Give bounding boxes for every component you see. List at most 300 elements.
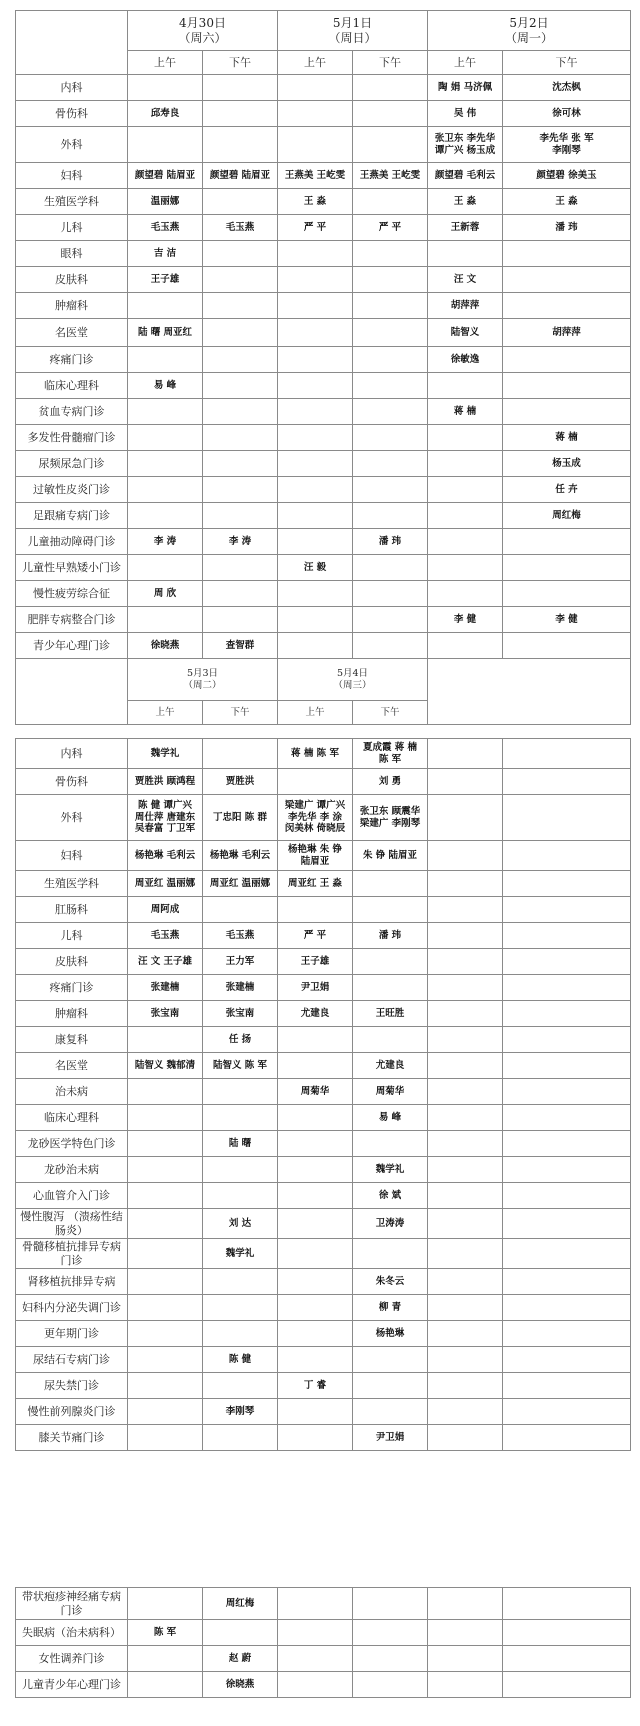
doctor-slot [353,425,428,451]
doctor-slot: 毛玉燕 [203,923,278,949]
table-row [16,923,631,949]
department-name: 儿科 [16,215,128,241]
doctor-slot [128,293,203,319]
doctor-slot: 陈 军 [128,1620,203,1646]
doctor-slot [353,75,428,101]
table-row [16,347,631,373]
doctor-slot: 吴 伟 [428,101,503,127]
doctor-slot: 陆智义 [428,319,503,347]
weekday-label: （周一） [505,30,554,45]
doctor-slot [353,241,428,267]
department-name: 心血管介入门诊 [16,1183,128,1209]
doctor-slot [278,529,353,555]
doctor-slot [353,949,428,975]
doctor-slot: 刘 勇 [353,769,428,795]
doctor-slot: 陈 健 谭广兴 周仕萍 唐建东 吴春富 丁卫军 [128,795,203,841]
doctor-slot [353,127,428,163]
doctor-slot [428,633,503,659]
doctor-slot: 李 健 [503,607,631,633]
table-row [16,529,631,555]
doctor-slot [128,1183,203,1209]
doctor-slot: 赵 蔚 [203,1646,278,1672]
doctor-slot [128,1646,203,1672]
doctor-slot [428,897,503,923]
date-header-row-2 [16,659,631,701]
department-name: 妇科 [16,841,128,871]
doctor-slot [428,373,503,399]
doctor-slot [503,841,631,871]
doctor-slot [353,1373,428,1399]
doctor-slot [428,871,503,897]
table-row [16,1269,631,1295]
half-day-label: 上午 [128,701,203,725]
doctor-slot [278,1239,353,1269]
table-row [16,101,631,127]
doctor-slot [203,555,278,581]
doctor-slot [203,1321,278,1347]
empty-header [428,659,631,725]
doctor-slot [128,399,203,425]
doctor-slot [428,1425,503,1451]
doctor-slot [128,1239,203,1269]
doctor-slot: 朱 铮 陆眉亚 [353,841,428,871]
doctor-slot [203,503,278,529]
doctor-slot [128,75,203,101]
doctor-slot: 沈杰枫 [503,75,631,101]
doctor-slot [278,1425,353,1451]
doctor-slot [278,1157,353,1183]
doctor-slot: 周菊华 [278,1079,353,1105]
doctor-slot [278,127,353,163]
doctor-slot [353,503,428,529]
doctor-slot [428,555,503,581]
doctor-slot: 蒋 楠 陈 军 [278,739,353,769]
doctor-slot [428,1321,503,1347]
department-name: 生殖医学科 [16,871,128,897]
department-name: 疼痛门诊 [16,975,128,1001]
doctor-slot [203,319,278,347]
table-row [16,1105,631,1131]
doctor-slot: 毛玉燕 [203,215,278,241]
doctor-slot: 易 峰 [128,373,203,399]
doctor-slot [428,795,503,841]
doctor-slot: 丁 睿 [278,1373,353,1399]
department-name: 骨伤科 [16,769,128,795]
doctor-slot [503,555,631,581]
doctor-slot [353,871,428,897]
half-day-label: 下午 [503,51,631,75]
table-row [16,1131,631,1157]
doctor-slot [203,399,278,425]
doctor-slot: 周阿成 [128,897,203,923]
doctor-slot [128,1588,203,1620]
doctor-slot [503,1588,631,1620]
doctor-slot [503,1373,631,1399]
department-name: 多发性骨髓瘤门诊 [16,425,128,451]
doctor-slot [428,1269,503,1295]
doctor-slot [353,189,428,215]
department-name: 肿瘤科 [16,1001,128,1027]
doctor-slot: 刘 达 [203,1209,278,1239]
doctor-slot [128,1157,203,1183]
doctor-slot: 杨艳琳 毛利云 [203,841,278,871]
doctor-slot: 尤建良 [278,1001,353,1027]
doctor-slot [503,1183,631,1209]
doctor-slot: 柳 青 [353,1295,428,1321]
department-name: 名医堂 [16,1053,128,1079]
table-row [16,1053,631,1079]
doctor-slot: 陆 曙 [203,1131,278,1157]
doctor-slot: 潘 玮 [353,923,428,949]
doctor-slot [503,347,631,373]
doctor-slot: 王 淼 [278,189,353,215]
doctor-slot: 吉 洁 [128,241,203,267]
table-row [16,451,631,477]
department-name: 骨伤科 [16,101,128,127]
doctor-slot [203,581,278,607]
doctor-slot [428,1209,503,1239]
doctor-slot [503,1157,631,1183]
doctor-slot [503,871,631,897]
half-day-label: 下午 [203,701,278,725]
department-name: 治未病 [16,1079,128,1105]
table-row [16,769,631,795]
doctor-slot [353,101,428,127]
doctor-slot [203,451,278,477]
doctor-slot: 夏成霞 蒋 楠 陈 军 [353,739,428,769]
doctor-slot [278,769,353,795]
doctor-slot: 杨艳琳 [353,1321,428,1347]
doctor-slot [503,1672,631,1698]
doctor-slot [353,1027,428,1053]
doctor-slot [428,1079,503,1105]
table-row [16,1588,631,1620]
doctor-slot [353,1131,428,1157]
doctor-slot [503,975,631,1001]
doctor-slot [503,1001,631,1027]
department-name: 临床心理科 [16,1105,128,1131]
date-label: 4月30日 [179,15,226,30]
doctor-slot [128,347,203,373]
doctor-slot [353,1239,428,1269]
doctor-slot [278,1588,353,1620]
table-row [16,1209,631,1239]
doctor-slot [278,1672,353,1698]
department-name: 儿童抽动障碍门诊 [16,529,128,555]
doctor-slot [203,101,278,127]
half-day-label: 上午 [128,51,203,75]
doctor-slot [203,75,278,101]
doctor-slot [278,1131,353,1157]
doctor-slot [128,1131,203,1157]
table-row [16,1672,631,1698]
doctor-slot [278,1183,353,1209]
date-label: 5月1日 [332,15,373,30]
doctor-slot [128,1269,203,1295]
table-row [16,373,631,399]
table-row [16,319,631,347]
doctor-slot [128,1425,203,1451]
table-row [16,633,631,659]
doctor-slot [353,1399,428,1425]
doctor-slot: 温丽娜 [128,189,203,215]
doctor-slot: 严 平 [278,215,353,241]
department-name: 青少年心理门诊 [16,633,128,659]
doctor-slot [128,1027,203,1053]
doctor-slot: 魏学礼 [353,1157,428,1183]
doctor-slot [278,319,353,347]
doctor-slot: 任 卉 [503,477,631,503]
date-header-apr30 [128,11,278,51]
doctor-slot [428,1620,503,1646]
doctor-slot [428,1347,503,1373]
doctor-slot: 周 欣 [128,581,203,607]
table-row [16,897,631,923]
department-name: 龙砂治未病 [16,1157,128,1183]
doctor-slot [203,1079,278,1105]
doctor-slot [203,1269,278,1295]
doctor-slot [503,1399,631,1425]
doctor-slot: 陈 健 [203,1347,278,1373]
half-day-label: 下午 [353,701,428,725]
doctor-slot [278,897,353,923]
table-row [16,949,631,975]
doctor-slot: 张建楠 [203,975,278,1001]
department-name: 尿失禁门诊 [16,1373,128,1399]
doctor-slot: 李刚琴 [203,1399,278,1425]
weekday-label: （周三） [333,679,372,691]
doctor-slot: 王 淼 [503,189,631,215]
table-row [16,399,631,425]
doctor-slot [503,1321,631,1347]
doctor-slot: 颜望碧 陆眉亚 [128,163,203,189]
department-name: 儿科 [16,923,128,949]
doctor-slot [278,75,353,101]
doctor-slot [128,451,203,477]
doctor-slot [203,293,278,319]
doctor-slot [428,1053,503,1079]
doctor-slot [278,1209,353,1239]
doctor-slot: 汪 文 王子雄 [128,949,203,975]
doctor-slot [278,451,353,477]
doctor-slot [428,1672,503,1698]
department-name: 骨髓移植抗排异专病 门诊 [16,1239,128,1269]
doctor-slot [203,897,278,923]
doctor-slot: 王力军 [203,949,278,975]
doctor-slot [428,477,503,503]
doctor-slot [278,1321,353,1347]
doctor-slot [503,293,631,319]
doctor-slot [128,1347,203,1373]
table-row [16,1183,631,1209]
table-row [16,871,631,897]
doctor-slot [353,347,428,373]
date-label: 5月4日 [336,667,369,679]
department-name: 眼科 [16,241,128,267]
table-row [16,1425,631,1451]
department-name: 肥胖专病整合门诊 [16,607,128,633]
doctor-slot [203,1373,278,1399]
half-day-label: 下午 [353,51,428,75]
doctor-slot: 王燕美 王屹雯 [353,163,428,189]
doctor-slot: 张宝南 [128,1001,203,1027]
doctor-slot [278,373,353,399]
doctor-slot [428,1105,503,1131]
department-name: 临床心理科 [16,373,128,399]
table-row [16,1373,631,1399]
doctor-slot: 王旺胜 [353,1001,428,1027]
date-header-may4 [278,659,428,701]
doctor-slot: 陆智义 陈 军 [203,1053,278,1079]
doctor-slot [353,293,428,319]
doctor-slot [503,373,631,399]
doctor-slot: 贾胜洪 顾鸿程 [128,769,203,795]
department-name: 尿频尿急门诊 [16,451,128,477]
doctor-slot [353,555,428,581]
doctor-slot [278,633,353,659]
table-row [16,163,631,189]
doctor-slot [503,1131,631,1157]
doctor-slot [428,503,503,529]
doctor-slot [503,1646,631,1672]
doctor-slot: 周菊华 [353,1079,428,1105]
doctor-slot [428,1646,503,1672]
doctor-slot: 周亚红 温丽娜 [203,871,278,897]
table-row [16,975,631,1001]
department-name: 疼痛门诊 [16,347,128,373]
doctor-slot: 严 平 [278,923,353,949]
doctor-slot [278,101,353,127]
doctor-slot: 朱冬云 [353,1269,428,1295]
doctor-slot: 徐 斌 [353,1183,428,1209]
table-row [16,555,631,581]
doctor-slot [128,1209,203,1239]
doctor-slot [353,975,428,1001]
department-name: 名医堂 [16,319,128,347]
doctor-slot [278,581,353,607]
doctor-slot [353,581,428,607]
weekday-label: （周日） [328,30,377,45]
date-header-may1 [278,11,428,51]
doctor-slot [278,293,353,319]
table-row [16,1295,631,1321]
doctor-slot: 张宝南 [203,1001,278,1027]
doctor-slot [278,1053,353,1079]
table-row [16,189,631,215]
schedule-table-3 [15,1587,631,1698]
doctor-slot: 蒋 楠 [503,425,631,451]
doctor-slot [503,1425,631,1451]
half-day-label: 上午 [278,51,353,75]
department-name: 妇科内分泌失调门诊 [16,1295,128,1321]
schedule-table-1 [15,10,631,725]
doctor-slot [203,425,278,451]
doctor-slot: 周红梅 [203,1588,278,1620]
department-name: 内科 [16,75,128,101]
doctor-slot [428,1373,503,1399]
half-day-label: 下午 [203,51,278,75]
date-label: 5月3日 [186,667,219,679]
doctor-slot: 杨玉成 [503,451,631,477]
doctor-slot [503,1295,631,1321]
table-row [16,75,631,101]
doctor-slot [128,1373,203,1399]
department-name: 儿童青少年心理门诊 [16,1672,128,1698]
table-row [16,1347,631,1373]
doctor-slot [203,477,278,503]
department-name: 慢性疲劳综合征 [16,581,128,607]
doctor-slot [503,1239,631,1269]
table-row [16,607,631,633]
department-name: 带状疱疹神经痛专病 门诊 [16,1588,128,1620]
table-row [16,1239,631,1269]
doctor-slot [503,1027,631,1053]
department-name: 尿结石专病门诊 [16,1347,128,1373]
doctor-slot [503,1209,631,1239]
doctor-slot [353,1588,428,1620]
doctor-slot [128,607,203,633]
department-name: 皮肤科 [16,949,128,975]
doctor-slot [278,347,353,373]
doctor-slot [353,399,428,425]
doctor-slot: 尤建良 [353,1053,428,1079]
doctor-slot: 王 淼 [428,189,503,215]
doctor-slot: 周亚红 王 淼 [278,871,353,897]
doctor-slot [203,1183,278,1209]
table-row [16,477,631,503]
doctor-slot [503,267,631,293]
doctor-slot: 颜望碧 毛利云 [428,163,503,189]
doctor-slot: 张卫东 李先华 谭广兴 杨玉成 [428,127,503,163]
doctor-slot [503,923,631,949]
doctor-slot: 潘 玮 [503,215,631,241]
doctor-slot [503,897,631,923]
doctor-slot [428,1027,503,1053]
table-row [16,127,631,163]
doctor-slot [353,897,428,923]
doctor-slot [428,1588,503,1620]
table-row [16,795,631,841]
doctor-slot [428,739,503,769]
table-row [16,267,631,293]
doctor-slot: 易 峰 [353,1105,428,1131]
doctor-slot [428,949,503,975]
doctor-slot: 邱寿良 [128,101,203,127]
doctor-slot [503,795,631,841]
doctor-slot [278,241,353,267]
doctor-slot [503,241,631,267]
table-row [16,739,631,769]
doctor-slot [353,1620,428,1646]
date-header-may2 [428,11,631,51]
table-row [16,503,631,529]
doctor-slot: 陆智义 魏郁清 [128,1053,203,1079]
doctor-slot: 周亚红 温丽娜 [128,871,203,897]
doctor-slot [278,607,353,633]
department-name: 足跟痛专病门诊 [16,503,128,529]
doctor-slot [278,425,353,451]
doctor-slot [203,739,278,769]
doctor-slot: 颜望碧 陆眉亚 [203,163,278,189]
table-row [16,1079,631,1105]
table-row [16,241,631,267]
doctor-slot: 查智群 [203,633,278,659]
doctor-slot: 陆 曙 周亚红 [128,319,203,347]
doctor-slot: 周红梅 [503,503,631,529]
weekday-label: （周二） [183,679,222,691]
table-row [16,581,631,607]
doctor-slot [203,127,278,163]
